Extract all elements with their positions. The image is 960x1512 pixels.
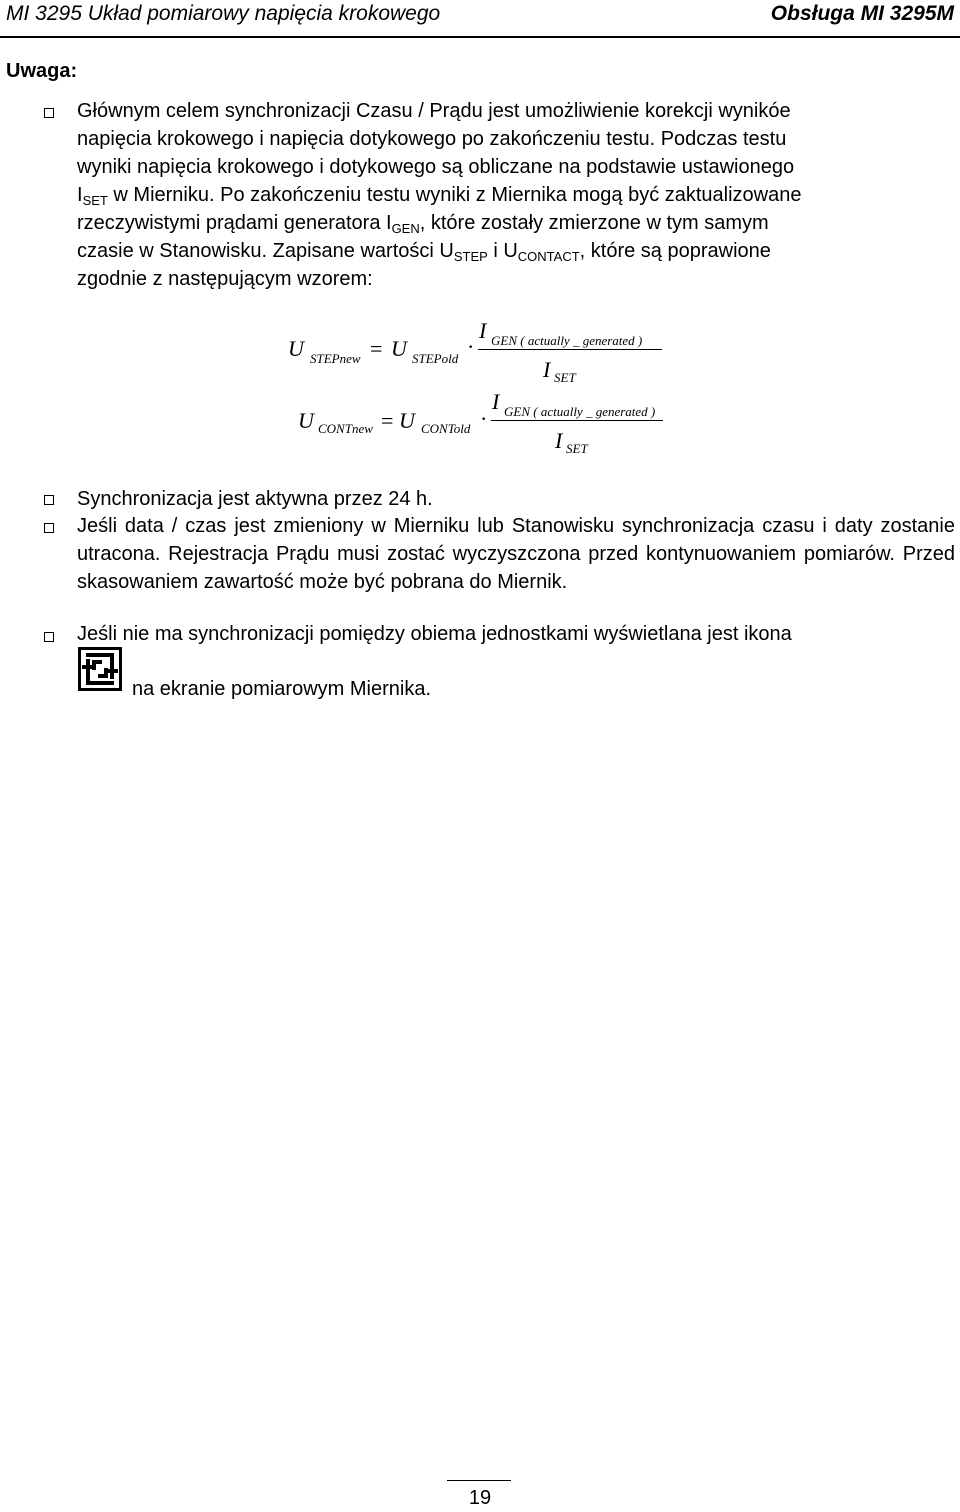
text-line: napięcia krokowego i napięcia dotykowego po zakończeniu testu. Podczas testu <box>77 128 787 150</box>
note-paragraph-2: Synchronizacja jest aktywna przez 24 h. <box>77 488 433 510</box>
formula-i: I <box>492 389 500 414</box>
formula-u: U <box>288 336 304 361</box>
header-rule <box>0 36 960 38</box>
text-line: zgodnie z następującym wzorem: <box>77 268 373 290</box>
formula-sub: CONTold <box>421 421 471 436</box>
note-paragraph-4-line1: Jeśli nie ma synchronizacji pomiędzy obiema jednostkami wyświetlana jest ikona <box>77 623 792 645</box>
text-line: $I_{SET}$ w Mierniku. Po zakończeniu testu wyniki z Miernika mogą być zaktualizowane <box>77 184 802 208</box>
note-paragraph-4-line2: na ekranie pomiarowym Miernika. <box>132 678 432 700</box>
fraction-bar <box>491 420 663 421</box>
formula-u: U <box>391 336 407 361</box>
formula-equals: = <box>370 336 383 361</box>
formula-dot: · <box>467 334 475 359</box>
footer-rule <box>447 1480 511 1481</box>
note-paragraph-3: Jeśli data / czas jest zmieniony w Mierniku lub Stanowisku synchronizacja czasu i daty zostanie utracona. Rejestracja Prądu musi zostać wyczyszczona przed kontynuowaniem pomiarów. Przed skasowaniem zawartość może być pobrana do Miernik. <box>77 515 955 593</box>
sync-lost-icon <box>78 647 122 691</box>
formula-sub: STEPold <box>412 351 459 366</box>
formula-sub: SET <box>566 441 588 456</box>
formula-u: U <box>399 408 415 433</box>
note-paragraph-1 <box>77 97 955 293</box>
text-line: Głównym celem synchronizacji Czasu / Prądu jest umożliwienie korekcji wynikóe <box>77 100 791 122</box>
page-number: 19 <box>468 1487 492 1509</box>
formula-dot: · <box>480 406 488 431</box>
formula-i: I <box>543 357 551 382</box>
formula-u: U <box>298 408 314 433</box>
formula-sub: GEN ( actually _ generated ) <box>504 404 656 419</box>
formula-sub: SET <box>554 370 576 385</box>
formula-sub: STEPnew <box>310 351 361 366</box>
bullet-checkbox-icon <box>44 632 54 642</box>
bullet-checkbox-icon <box>44 108 54 118</box>
header-section-title: Obsługa MI 3295M <box>770 2 954 25</box>
header-document-title: MI 3295 Układ pomiarowy napięcia krokowego <box>6 2 441 25</box>
formula-sub: GEN ( actually _ generated ) <box>491 333 643 348</box>
formula-i: I <box>555 428 563 453</box>
page-header <box>0 0 960 36</box>
text-line: wyniki napięcia krokowego i dotykowego są obliczane na podstawie ustawionego <box>77 156 795 178</box>
formula-equals: = <box>381 408 394 433</box>
bullet-checkbox-icon <box>44 523 54 533</box>
text-line: rzeczywistymi prądami generatora $I_{GEN}$, które zostały zmierzone w tym samym <box>77 212 769 236</box>
formula-sub: CONTnew <box>318 421 373 436</box>
fraction-bar <box>478 349 662 350</box>
note-heading: Uwaga: <box>6 60 78 82</box>
text-line: czasie w Stanowisku. Zapisane wartości $U_{STEP}$ i $U_{CONTACT}$, które są poprawione <box>77 240 771 264</box>
bullet-checkbox-icon <box>44 495 54 505</box>
formula-i: I <box>479 318 487 343</box>
